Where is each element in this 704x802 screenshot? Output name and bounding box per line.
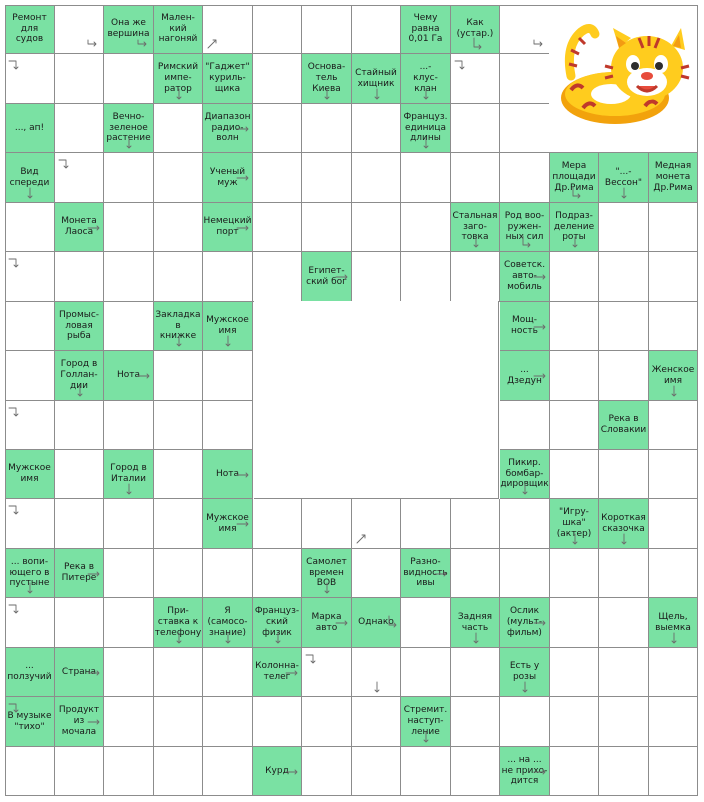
- answer-cell[interactable]: [352, 104, 401, 153]
- clue-cell: [203, 598, 253, 648]
- answer-cell[interactable]: [154, 401, 203, 450]
- answer-cell[interactable]: [401, 252, 451, 302]
- answer-cell[interactable]: [401, 153, 451, 203]
- clue-cell: [649, 598, 698, 648]
- answer-cell[interactable]: [55, 747, 104, 796]
- clue-text: Пикир. бомбар- дировщик: [500, 457, 549, 490]
- clue-text: Нота: [215, 468, 240, 479]
- clue-cell: [104, 104, 154, 153]
- clue-text: Стремит. наступ- ление: [403, 705, 448, 737]
- answer-cell[interactable]: [649, 203, 698, 252]
- clue-text: Француз. единица длины: [403, 111, 448, 144]
- answer-cell[interactable]: [104, 203, 154, 252]
- answer-cell[interactable]: [253, 252, 302, 302]
- answer-cell[interactable]: [5, 351, 55, 401]
- clue-text: Промыс- ловая рыба: [58, 309, 100, 342]
- clue-text: Река в Питере: [61, 562, 97, 583]
- clue-text: Род воо- ружен- ных сил: [504, 210, 545, 243]
- clue-text: В музыке "тихо": [7, 710, 52, 732]
- clue-text: Советск. авто- мобиль: [503, 260, 546, 292]
- clue-text: "Игру- шка" (актер): [556, 507, 592, 539]
- clue-cell: [203, 203, 253, 252]
- answer-cell[interactable]: [352, 252, 401, 302]
- answer-cell[interactable]: [55, 252, 104, 302]
- clue-text: Женское имя: [651, 364, 695, 386]
- answer-cell[interactable]: [203, 401, 253, 450]
- answer-cell[interactable]: [451, 153, 500, 203]
- answer-cell[interactable]: [649, 697, 698, 747]
- answer-cell[interactable]: [401, 499, 451, 549]
- clue-cell: [302, 252, 352, 302]
- crossword-board: [5, 5, 698, 796]
- clue-text: Римский импе- ратор: [157, 62, 199, 94]
- answer-cell[interactable]: [550, 351, 599, 401]
- clue-text: Есть у розы: [509, 661, 540, 682]
- clue-text: Стайный хищник: [355, 67, 397, 89]
- clue-text: Мужское имя: [206, 315, 249, 336]
- tiger-swim-ring-icon: [549, 6, 697, 153]
- answer-cell[interactable]: [302, 747, 352, 796]
- answer-cell[interactable]: [649, 450, 698, 499]
- answer-cell[interactable]: [599, 351, 649, 401]
- clue-cell: [5, 648, 55, 697]
- clue-cell: [401, 697, 451, 747]
- clue-cell: [154, 598, 203, 648]
- answer-cell[interactable]: [203, 747, 253, 796]
- answer-cell[interactable]: [5, 598, 55, 648]
- clue-text: ... на ... не прихо- дится: [501, 754, 548, 787]
- answer-cell[interactable]: [599, 302, 649, 351]
- answer-cell[interactable]: [154, 203, 203, 252]
- clue-text: Вечно- зеленое растение: [106, 111, 151, 144]
- clue-text: Город в Голлан- дии: [60, 359, 98, 391]
- answer-cell[interactable]: [5, 54, 55, 104]
- clue-text: Мужское имя: [206, 512, 249, 534]
- clue-text: При- ставка к телефону: [154, 606, 202, 638]
- clue-text: Короткая сказочка: [601, 512, 646, 534]
- clue-text: Мужское имя: [8, 463, 51, 484]
- answer-cell[interactable]: [550, 598, 599, 648]
- clue-cell: [599, 153, 649, 203]
- answer-cell[interactable]: [649, 401, 698, 450]
- answer-cell[interactable]: [550, 648, 599, 697]
- clue-cell: [451, 598, 500, 648]
- answer-cell[interactable]: [203, 5, 253, 54]
- answer-cell[interactable]: [253, 5, 302, 54]
- answer-cell[interactable]: [154, 648, 203, 697]
- clue-text: "...- Вессон": [604, 166, 643, 188]
- clue-text: Город в Италии: [110, 463, 147, 484]
- clue-cell: [451, 5, 500, 54]
- answer-cell[interactable]: [253, 697, 302, 747]
- clue-cell: [253, 648, 302, 697]
- answer-cell[interactable]: [5, 401, 55, 450]
- clue-cell: [550, 499, 599, 549]
- answer-cell[interactable]: [55, 450, 104, 499]
- answer-cell[interactable]: [649, 549, 698, 598]
- clue-cell: [302, 598, 352, 648]
- clue-cell: [500, 648, 550, 697]
- clue-text: Подраз- деление роты: [553, 210, 595, 243]
- answer-cell[interactable]: [352, 549, 401, 598]
- clue-cell: [154, 302, 203, 351]
- answer-cell[interactable]: [550, 549, 599, 598]
- answer-cell[interactable]: [55, 499, 104, 549]
- clue-cell: [55, 549, 104, 598]
- answer-cell[interactable]: [599, 252, 649, 302]
- clue-text: Река в Словакии: [600, 414, 647, 435]
- answer-cell[interactable]: [154, 549, 203, 598]
- answer-cell[interactable]: [352, 648, 401, 697]
- answer-cell[interactable]: [55, 54, 104, 104]
- clue-text: Задняя часть: [457, 611, 493, 633]
- answer-cell[interactable]: [451, 648, 500, 697]
- clue-cell: [500, 203, 550, 252]
- clue-text: ..., ап!: [14, 122, 45, 133]
- clue-text: Страна: [61, 666, 97, 677]
- answer-cell[interactable]: [599, 203, 649, 252]
- answer-cell[interactable]: [401, 648, 451, 697]
- clue-cell: [302, 54, 352, 104]
- answer-cell[interactable]: [599, 697, 649, 747]
- clue-cell: [599, 499, 649, 549]
- clue-text: Немецкий порт: [203, 216, 252, 237]
- answer-cell[interactable]: [154, 450, 203, 499]
- clue-text: Стальная заго- товка: [452, 210, 498, 243]
- clue-text: ... ползучий: [7, 661, 52, 682]
- answer-cell[interactable]: [5, 747, 55, 796]
- clue-text: Ослик (мульт- фильм): [506, 606, 543, 638]
- answer-cell[interactable]: [302, 499, 352, 549]
- answer-cell[interactable]: [55, 598, 104, 648]
- answer-cell[interactable]: [550, 401, 599, 450]
- clue-cell: [55, 203, 104, 252]
- clue-cell: [253, 747, 302, 796]
- clue-text: "Гаджет" куриль- щика: [205, 62, 250, 94]
- answer-cell[interactable]: [154, 499, 203, 549]
- answer-cell[interactable]: [352, 747, 401, 796]
- clue-text: Мален- кий нагоняй: [158, 12, 198, 45]
- clue-cell: [203, 153, 253, 203]
- answer-cell[interactable]: [154, 351, 203, 401]
- answer-cell[interactable]: [253, 203, 302, 252]
- answer-cell[interactable]: [154, 747, 203, 796]
- clue-cell: [401, 5, 451, 54]
- answer-cell[interactable]: [302, 5, 352, 54]
- clue-text: Однако: [358, 617, 394, 628]
- answer-cell[interactable]: [253, 54, 302, 104]
- clue-text: Француз- ский физик: [254, 606, 300, 638]
- clue-cell: [451, 203, 500, 252]
- answer-cell[interactable]: [104, 598, 154, 648]
- clue-cell: [5, 5, 55, 54]
- answer-cell[interactable]: [55, 401, 104, 450]
- clue-cell: [203, 499, 253, 549]
- clue-text: Колонна- телег: [255, 661, 299, 682]
- clue-text: ... вопи- ющего в пустыне: [9, 556, 50, 589]
- answer-cell[interactable]: [253, 549, 302, 598]
- clue-cell: [154, 5, 203, 54]
- clue-cell: [500, 598, 550, 648]
- clue-cell: [302, 549, 352, 598]
- clue-text: Египет- ский бог: [306, 265, 347, 287]
- answer-cell[interactable]: [104, 549, 154, 598]
- answer-cell[interactable]: [599, 450, 649, 499]
- answer-cell[interactable]: [5, 302, 55, 351]
- answer-cell[interactable]: [451, 697, 500, 747]
- clue-cell: [203, 104, 253, 153]
- clue-cell: [401, 549, 451, 598]
- answer-cell[interactable]: [352, 203, 401, 252]
- answer-cell[interactable]: [451, 747, 500, 796]
- answer-cell[interactable]: [203, 697, 253, 747]
- clue-text: Ремонт для судов: [12, 12, 47, 45]
- clue-cell: [104, 351, 154, 401]
- clue-cell: [5, 153, 55, 203]
- answer-cell[interactable]: [500, 54, 550, 104]
- answer-cell[interactable]: [451, 104, 500, 153]
- answer-cell[interactable]: [401, 203, 451, 252]
- answer-cell[interactable]: [302, 203, 352, 252]
- answer-cell[interactable]: [104, 153, 154, 203]
- clue-text: Закладка в книжке: [155, 309, 201, 342]
- answer-cell[interactable]: [550, 747, 599, 796]
- answer-cell[interactable]: [253, 499, 302, 549]
- clue-cell: [203, 450, 253, 499]
- clue-text: Диапазон радио- волн: [204, 111, 251, 144]
- clue-text: Курд: [265, 765, 289, 776]
- clue-cell: [550, 153, 599, 203]
- clue-cell: [352, 54, 401, 104]
- answer-cell[interactable]: [154, 252, 203, 302]
- clue-cell: [649, 153, 698, 203]
- clue-text: Нота: [116, 370, 141, 381]
- answer-cell[interactable]: [352, 499, 401, 549]
- answer-cell[interactable]: [302, 104, 352, 153]
- answer-cell[interactable]: [599, 747, 649, 796]
- answer-cell[interactable]: [302, 153, 352, 203]
- clue-cell: [500, 351, 550, 401]
- clue-cell: [5, 450, 55, 499]
- answer-cell[interactable]: [451, 499, 500, 549]
- answer-cell[interactable]: [203, 549, 253, 598]
- clue-cell: [55, 351, 104, 401]
- answer-cell[interactable]: [649, 648, 698, 697]
- clue-text: Медная монета Др.Рима: [653, 161, 693, 193]
- clue-text: Мощ- ность: [511, 315, 538, 336]
- answer-cell[interactable]: [401, 598, 451, 648]
- answer-cell[interactable]: [203, 648, 253, 697]
- clue-text: Самолет времен ВОВ: [306, 556, 347, 589]
- clue-text: Щель, выемка: [655, 611, 691, 633]
- clue-cell: [154, 54, 203, 104]
- answer-cell[interactable]: [352, 5, 401, 54]
- answer-cell[interactable]: [55, 104, 104, 153]
- answer-cell[interactable]: [154, 104, 203, 153]
- clue-cell: [500, 252, 550, 302]
- clue-text: ... Дзедун: [507, 364, 542, 386]
- clue-text: Ученый муж: [209, 166, 246, 188]
- answer-cell[interactable]: [5, 252, 55, 302]
- answer-cell[interactable]: [451, 54, 500, 104]
- clue-cell: [550, 203, 599, 252]
- answer-cell[interactable]: [253, 104, 302, 153]
- answer-cell[interactable]: [104, 54, 154, 104]
- clue-cell: [5, 104, 55, 153]
- answer-cell[interactable]: [451, 252, 500, 302]
- clue-cell: [203, 302, 253, 351]
- clue-text: Чему равна 0,01 Га: [408, 12, 443, 45]
- answer-cell[interactable]: [599, 549, 649, 598]
- answer-cell[interactable]: [500, 697, 550, 747]
- answer-cell[interactable]: [500, 153, 550, 203]
- answer-cell[interactable]: [500, 401, 550, 450]
- answer-cell[interactable]: [649, 302, 698, 351]
- clue-cell: [352, 598, 401, 648]
- clue-cell: [55, 302, 104, 351]
- clue-cell: [649, 351, 698, 401]
- answer-cell[interactable]: [104, 302, 154, 351]
- clue-cell: [55, 697, 104, 747]
- clue-text: Вид спереди: [9, 166, 50, 188]
- answer-cell[interactable]: [55, 5, 104, 54]
- clue-text: Марка авто: [311, 611, 342, 633]
- answer-cell[interactable]: [203, 252, 253, 302]
- answer-cell[interactable]: [352, 697, 401, 747]
- answer-cell[interactable]: [104, 648, 154, 697]
- answer-cell[interactable]: [550, 450, 599, 499]
- clue-cell: [500, 302, 550, 351]
- clue-text: Продукт из мочала: [58, 705, 100, 737]
- answer-cell[interactable]: [5, 499, 55, 549]
- answer-cell[interactable]: [550, 302, 599, 351]
- answer-cell[interactable]: [649, 252, 698, 302]
- clue-text: Монета Лаоса: [61, 216, 97, 237]
- answer-cell[interactable]: [302, 648, 352, 697]
- clue-cell: [401, 104, 451, 153]
- clue-cell: [401, 54, 451, 104]
- clue-cell: [5, 697, 55, 747]
- answer-cell[interactable]: [104, 401, 154, 450]
- empty-center-area: [254, 301, 499, 499]
- answer-cell[interactable]: [55, 153, 104, 203]
- clue-cell: [500, 450, 550, 499]
- answer-cell[interactable]: [500, 549, 550, 598]
- answer-cell[interactable]: [500, 499, 550, 549]
- answer-cell[interactable]: [5, 203, 55, 252]
- answer-cell[interactable]: [203, 351, 253, 401]
- clue-cell: [500, 747, 550, 796]
- answer-cell[interactable]: [599, 648, 649, 697]
- answer-cell[interactable]: [302, 697, 352, 747]
- clue-cell: [104, 5, 154, 54]
- answer-cell[interactable]: [500, 104, 550, 153]
- answer-cell[interactable]: [451, 549, 500, 598]
- clue-text: Как (устар.): [456, 18, 494, 39]
- answer-cell[interactable]: [104, 252, 154, 302]
- clue-text: Я (самосо- знание): [207, 606, 248, 638]
- clue-text: Разно- видность ивы: [403, 556, 448, 589]
- answer-cell[interactable]: [649, 747, 698, 796]
- answer-cell[interactable]: [154, 153, 203, 203]
- answer-cell[interactable]: [401, 747, 451, 796]
- clue-cell: [253, 598, 302, 648]
- clue-cell: [599, 401, 649, 450]
- clue-text: Основа- тель Киева: [307, 62, 346, 94]
- clue-cell: [203, 54, 253, 104]
- answer-cell[interactable]: [104, 697, 154, 747]
- clue-text: Мера площади Др.Рима: [552, 161, 596, 193]
- answer-cell[interactable]: [253, 153, 302, 203]
- answer-cell[interactable]: [550, 697, 599, 747]
- answer-cell[interactable]: [550, 252, 599, 302]
- answer-cell[interactable]: [352, 153, 401, 203]
- clue-cell: [5, 549, 55, 598]
- clue-cell: [104, 450, 154, 499]
- clue-text: ...- клус- клан: [413, 62, 438, 94]
- clue-text: Она же вершина: [107, 18, 150, 39]
- clue-cell: [55, 648, 104, 697]
- answer-cell[interactable]: [104, 747, 154, 796]
- answer-cell[interactable]: [599, 598, 649, 648]
- answer-cell[interactable]: [649, 499, 698, 549]
- answer-cell[interactable]: [104, 499, 154, 549]
- answer-cell[interactable]: [154, 697, 203, 747]
- answer-cell[interactable]: [500, 5, 550, 54]
